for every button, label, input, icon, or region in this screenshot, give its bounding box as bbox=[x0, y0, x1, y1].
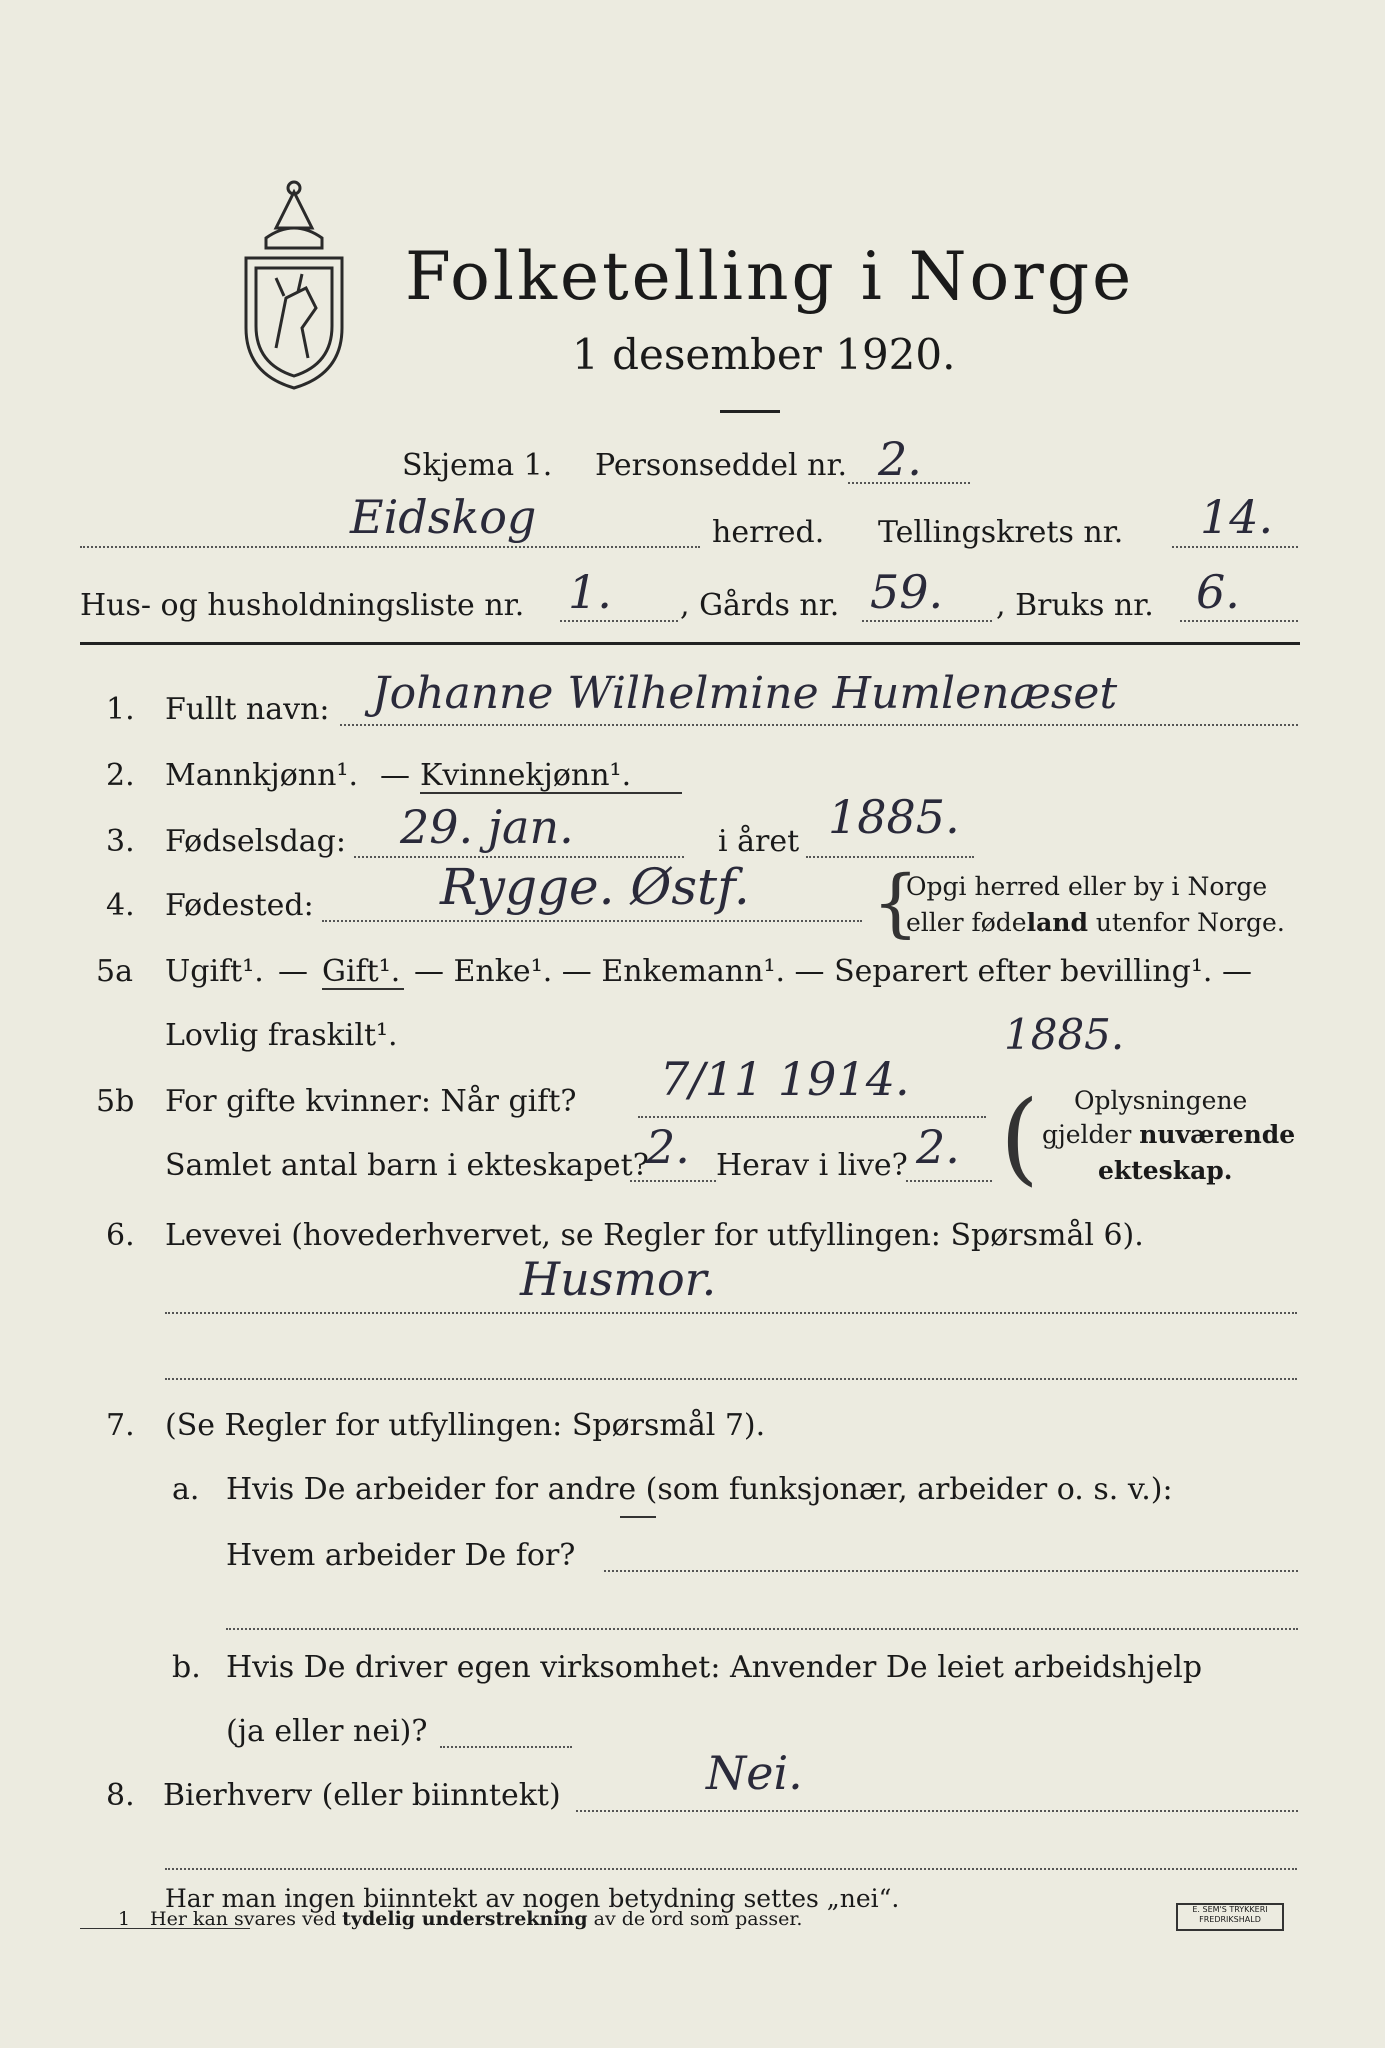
q5a-gift-option[interactable]: Gift¹. bbox=[322, 954, 401, 989]
footnote-marker: 1 bbox=[118, 1908, 131, 1930]
q5b-field-line bbox=[638, 1116, 986, 1118]
q2-male-option[interactable]: Mannkjønn¹. bbox=[165, 758, 358, 793]
q5b-note-gjelder: gjelder bbox=[1042, 1120, 1140, 1149]
q6-label: Levevei (hovederhvervet, se Regler for utfyllingen: Spørsmål 6). bbox=[165, 1218, 1144, 1253]
footnote-part3: av de ord som passer. bbox=[587, 1908, 803, 1930]
occupation-value[interactable]: Husmor. bbox=[520, 1252, 717, 1306]
q7b-line2-label: (ja eller nei)? bbox=[226, 1714, 428, 1749]
form-title: Folketelling i Norge bbox=[405, 238, 1135, 315]
q6-field-line-1 bbox=[165, 1312, 1297, 1314]
header-rule bbox=[80, 642, 1300, 645]
personseddel-label: Personseddel nr. bbox=[595, 448, 848, 483]
marriage-date-value[interactable]: 7/11 1914. bbox=[660, 1052, 910, 1106]
q2-female-underline bbox=[420, 792, 682, 794]
q3-number: 3. bbox=[106, 824, 135, 859]
q7b-field-line bbox=[440, 1746, 572, 1748]
q5a-fraskilt-option[interactable]: Lovlig fraskilt¹. bbox=[165, 1018, 398, 1053]
q7b-label: Hvis De driver egen virksomhet: Anvender De leiet arbeidshjelp bbox=[226, 1650, 1203, 1685]
q5a-other-options: — Enke¹. — Enkemann¹. — Separert efter bevilling¹. — bbox=[414, 954, 1252, 989]
birthplace-value[interactable]: Rygge. Østf. bbox=[440, 858, 750, 916]
footnote-bold: tydelig understrekning bbox=[342, 1908, 588, 1930]
q5b-barn-label: Samlet antal barn i ekteskapet? bbox=[165, 1148, 649, 1183]
personseddel-value[interactable]: 2. bbox=[878, 432, 922, 486]
q7a-field-line-1 bbox=[604, 1570, 1298, 1572]
herred-field-line bbox=[80, 546, 700, 548]
q6-field-line-2 bbox=[165, 1378, 1297, 1380]
bruks-value[interactable]: 6. bbox=[1196, 565, 1240, 619]
q7a-label: Hvis De arbeider for andre (som funksjonær, arbeider o. s. v.): bbox=[226, 1472, 1173, 1507]
q7a-line2-label: Hvem arbeider De for? bbox=[226, 1538, 576, 1573]
q5a-number: 5a bbox=[96, 954, 133, 989]
q7-number: 7. bbox=[106, 1408, 135, 1443]
bruks-field-line bbox=[1180, 620, 1298, 622]
q7b-letter: b. bbox=[172, 1650, 201, 1685]
gards-value[interactable]: 59. bbox=[870, 565, 944, 619]
hus-label: Hus- og husholdningsliste nr. bbox=[80, 588, 525, 623]
q6-number: 6. bbox=[106, 1218, 135, 1253]
footnote-text bbox=[150, 1908, 802, 1930]
tellingskrets-field-line bbox=[1172, 546, 1298, 548]
q4-label: Fødested: bbox=[165, 888, 314, 923]
norwegian-coat-of-arms-icon bbox=[236, 178, 352, 392]
q5a-separator: — bbox=[278, 954, 308, 989]
herred-value[interactable]: Eidskog bbox=[350, 490, 537, 544]
q5b-brace: ( bbox=[1000, 1079, 1040, 1196]
q4-brace: { bbox=[872, 860, 920, 946]
gards-label: , Gårds nr. bbox=[680, 588, 840, 623]
q1-field-line bbox=[340, 724, 1298, 726]
q5b-extra-note: 1885. bbox=[1004, 1010, 1125, 1059]
q7-label: (Se Regler for utfyllingen: Spørsmål 7). bbox=[165, 1408, 766, 1443]
children-count-value[interactable]: 2. bbox=[646, 1120, 690, 1174]
q4-note-line1: Opgi herred eller by i Norge bbox=[906, 872, 1268, 901]
tellingskrets-label: Tellingskrets nr. bbox=[878, 515, 1124, 550]
q5b-label: For gifte kvinner: Når gift? bbox=[165, 1084, 577, 1119]
side-income-value[interactable]: Nei. bbox=[706, 1746, 803, 1800]
footer-note: Har man ingen biinntekt av nogen betydning settes „nei“. bbox=[165, 1884, 900, 1913]
skjema-label: Skjema 1. bbox=[402, 448, 553, 483]
children-alive-value[interactable]: 2. bbox=[916, 1120, 960, 1174]
birthyear-value[interactable]: 1885. bbox=[828, 790, 960, 844]
q5b-note-bold: nuværende bbox=[1139, 1120, 1296, 1149]
q5b-live-label: Herav i live? bbox=[716, 1148, 908, 1183]
hus-value[interactable]: 1. bbox=[568, 565, 612, 619]
q2-female-option[interactable]: Kvinnekjønn¹. bbox=[420, 758, 632, 793]
q7a-field-line-2 bbox=[226, 1628, 1298, 1630]
q5b-note-line1: Oplysningene bbox=[1074, 1086, 1248, 1115]
hus-field-line bbox=[560, 620, 678, 622]
q2-number: 2. bbox=[106, 758, 135, 793]
q3-year-field-line bbox=[806, 856, 974, 858]
q4-note-part1: eller føde bbox=[906, 908, 1027, 937]
q4-note-line2 bbox=[906, 908, 1285, 937]
tellingskrets-value[interactable]: 14. bbox=[1200, 490, 1274, 544]
q1-number: 1. bbox=[106, 692, 135, 727]
printer-stamp: E. SEM'S TRYKKERI FREDRIKSHALD bbox=[1176, 1903, 1284, 1931]
q8-field-line-1 bbox=[576, 1810, 1298, 1812]
q3-label: Fødselsdag: bbox=[165, 824, 346, 859]
q4-number: 4. bbox=[106, 888, 135, 923]
gards-field-line bbox=[862, 620, 992, 622]
q3-year-label: i året bbox=[718, 824, 800, 859]
herred-label: herred. bbox=[712, 515, 825, 550]
q8-label: Bierhverv (eller biinntekt) bbox=[163, 1778, 561, 1813]
bruks-label: , Bruks nr. bbox=[996, 588, 1154, 623]
q5b-barn-field-line bbox=[630, 1180, 716, 1182]
footnote-part1: Her kan svares ved bbox=[150, 1908, 343, 1930]
q7a-mark bbox=[620, 1516, 656, 1518]
q5b-number: 5b bbox=[96, 1084, 135, 1119]
q4-field-line bbox=[322, 920, 862, 922]
q2-separator: — bbox=[380, 758, 410, 793]
q4-note-part3: utenfor Norge. bbox=[1087, 908, 1285, 937]
q5b-live-field-line bbox=[906, 1180, 992, 1182]
q5a-ugift-option[interactable]: Ugift¹. bbox=[165, 954, 264, 989]
q8-number: 8. bbox=[106, 1778, 135, 1813]
q4-note-bold: land bbox=[1026, 908, 1088, 937]
q5b-note-line3: ekteskap. bbox=[1098, 1156, 1233, 1185]
q7a-letter: a. bbox=[172, 1472, 200, 1507]
q5a-gift-underline bbox=[322, 988, 404, 990]
census-date: 1 desember 1920. bbox=[572, 330, 956, 379]
title-divider bbox=[720, 410, 780, 413]
q8-field-line-2 bbox=[165, 1868, 1297, 1870]
birthdate-value[interactable]: 29. jan. bbox=[400, 800, 574, 854]
q5b-note-line2 bbox=[1042, 1120, 1295, 1149]
q1-label: Fullt navn: bbox=[165, 692, 330, 727]
full-name-value[interactable]: Johanne Wilhelmine Humlenæset bbox=[372, 668, 1118, 719]
